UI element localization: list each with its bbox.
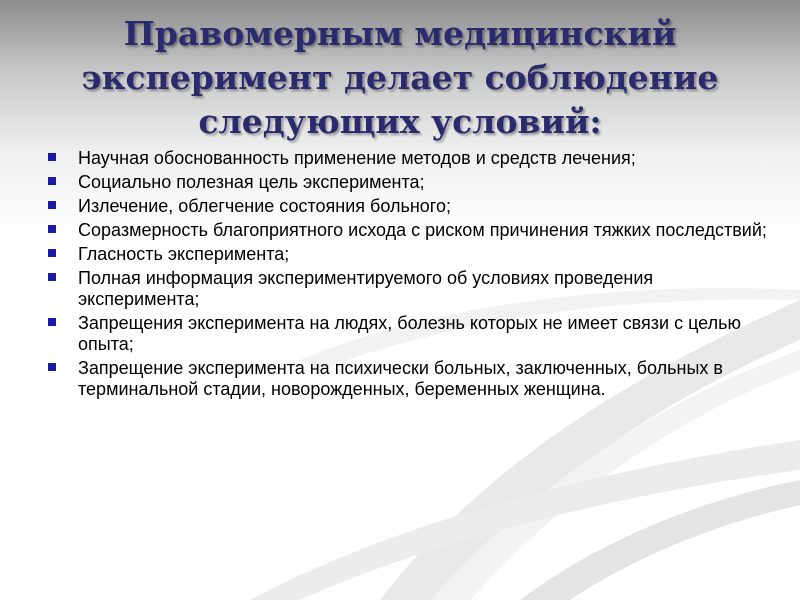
square-bullet-icon [48,273,56,281]
slide-title: Правомерным медицинский эксперимент делает соблюдение следующих условий: [81,14,719,141]
list-item [48,313,768,355]
list-item [48,268,768,310]
list-item [48,172,768,193]
list-item-text: Полная информация экспериментируемого об условиях проведения эксперимента; [78,268,654,309]
square-bullet-icon [48,318,56,326]
list-item [48,148,768,169]
bullet-list [48,148,768,403]
square-bullet-icon [48,363,56,371]
square-bullet-icon [48,201,56,209]
list-item-text: Научная обоснованность применение методов и средств лечения; [78,148,636,168]
list-item [48,358,768,400]
list-item-text: Излечение, облегчение состояния больного; [78,196,451,216]
list-item-text: Социально полезная цель эксперимента; [78,172,425,192]
list-item [48,244,768,265]
square-bullet-icon [48,177,56,185]
square-bullet-icon [48,225,56,233]
list-item [48,220,768,241]
square-bullet-icon [48,249,56,257]
list-item-text: Запрещение эксперимента на психически больных, заключенных, больных в терминальной стадии, новорожденных, беременных женщина. [78,358,723,399]
list-item-text: Гласность эксперимента; [78,244,290,264]
list-item-text: Соразмерность благоприятного исхода с риском причинения тяжких последствий; [78,220,767,240]
list-item [48,196,768,217]
list-item-text: Запрещения эксперимента на людях, болезнь которых не имеет связи с целью опыта; [78,313,741,354]
square-bullet-icon [48,153,56,161]
